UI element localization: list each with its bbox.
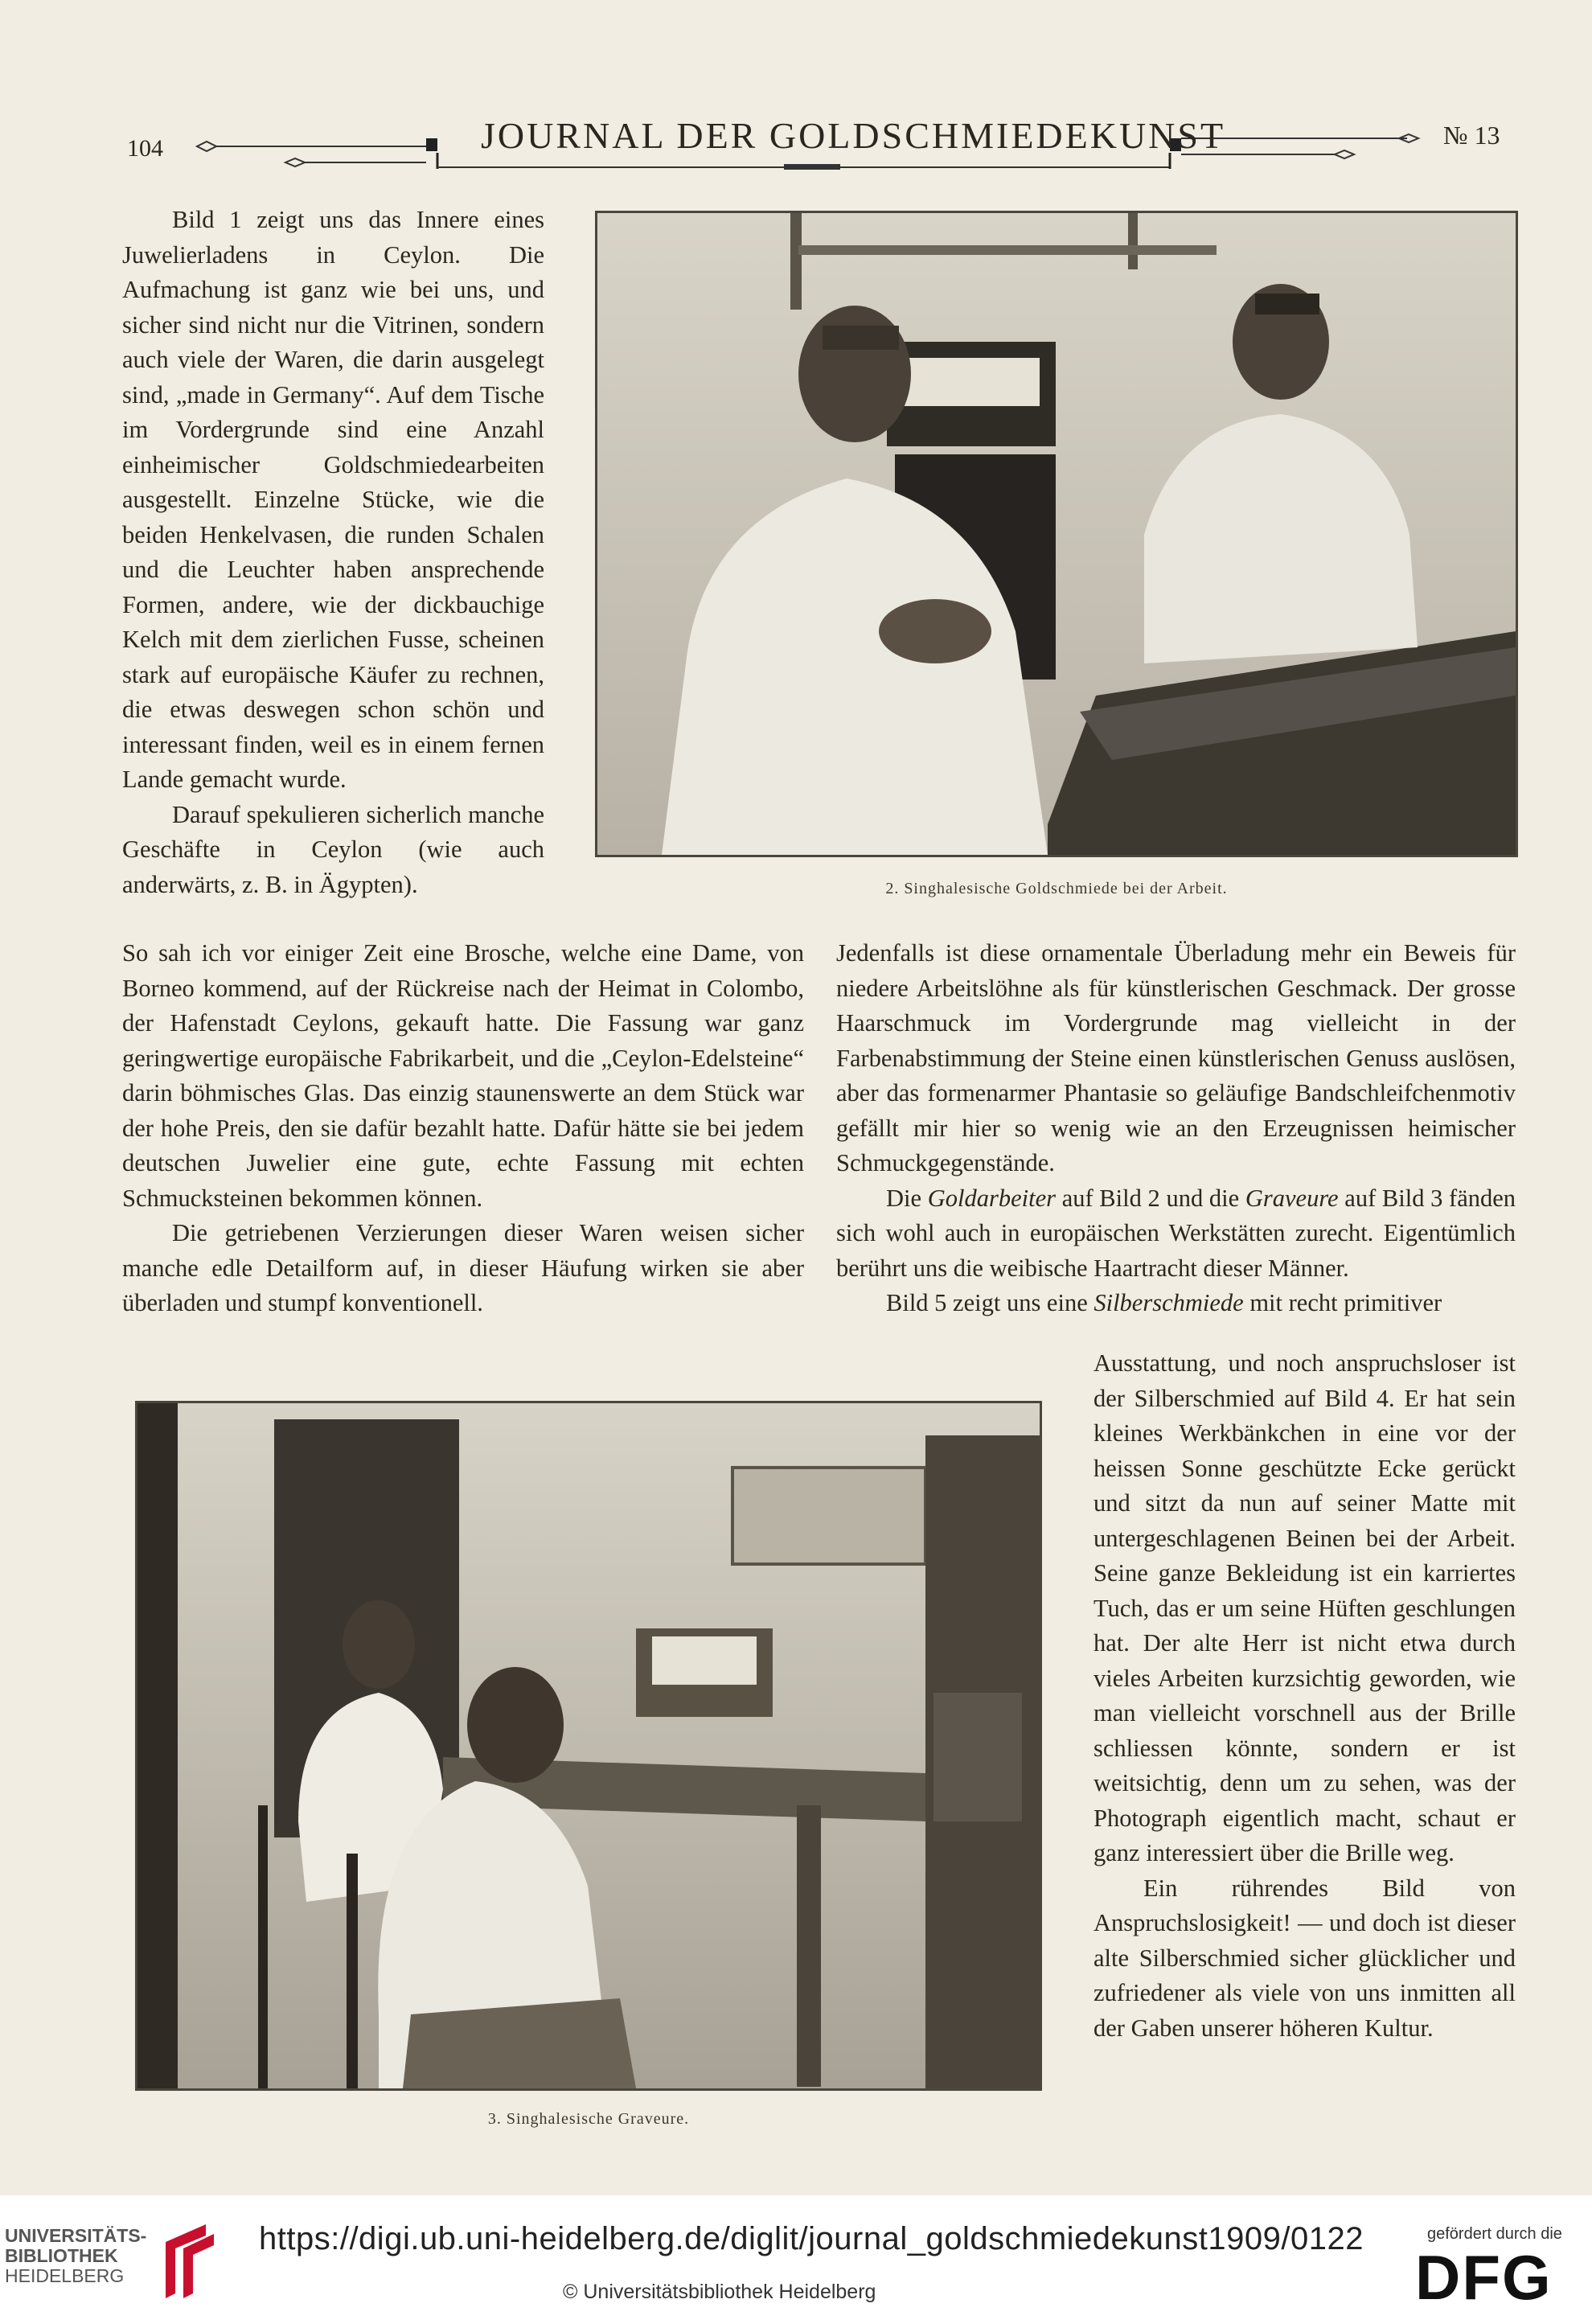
paragraph-5: Die Goldarbeiter auf Bild 2 und die Graveure auf Bild 3 fänden sich wohl auch in europäischen Werkstätten zurecht. Eigentümlich berührt uns die weibische Haartracht dieser Männer. — [836, 1184, 1516, 1282]
caption-photo-3: 3. Singhalesische Graveure. — [487, 2110, 690, 2128]
emphasis-silberschmiede: Silberschmiede — [1093, 1289, 1244, 1316]
paragraph-6-continued: Ausstattung, und noch anspruchsloser ist der Silberschmied auf Bild 4. Er hat sein kleines Werkbänkchen in eine vor der heissen Sonne geschützte Ecke gerückt und sitzt da nun auf seiner Matte mit untergeschlagenen Beinen bei der Arbeit. Seine ganze Bekleidung ist ein karriertes Tuch, das er um seine Hüften geschlungen hat. Der alte Herr ist nicht etwa durch vieles Arbeiten kurzsichtig geworden, wie man vielleicht vorschnell aus der Brille schliessen könnte, sondern er ist weitsichtig, denn um zu sehen, was der Photograph eigentlich macht, schaut er ganz interessiert über die Brille weg. — [1093, 1349, 1516, 1866]
paragraph-7: Ein rührendes Bild von Anspruchslosigkeit! — und doch ist dieser alte Silberschmied sicher glücklicher und zufriedener als viele von uns inmitten all der Gaben unserer höheren Kultur. — [1093, 1874, 1516, 2042]
library-logo-icon — [158, 2221, 222, 2301]
emphasis-goldarbeiter: Goldarbeiter — [927, 1184, 1056, 1212]
journal-title: JOURNAL DER GOLDSCHMIEDEKUNST — [481, 115, 1226, 156]
paragraph-3: Die getriebenen Verzierungen dieser Waren weisen sicher manche edle Detailform auf, in dieser Häufung wirken sie aber überladen und stumpf konventionell. — [122, 1219, 804, 1316]
paragraph-2a: Darauf spekulieren sicherlich manche Geschäfte in Ceylon (wie auch anderwärts, z. B. in Ägypten). — [122, 800, 544, 898]
caption-photo-2: 2. Singhalesische Goldschmiede bei der Arbeit. — [885, 880, 1228, 897]
library-logo-text: UNIVERSITÄTS- BIBLIOTHEK HEIDELBERG — [5, 2225, 147, 2286]
right-column-text — [836, 936, 1516, 1321]
left-column-text — [122, 203, 544, 902]
paragraph-6-start: Bild 5 zeigt uns eine Silberschmiede mit recht primitiver — [886, 1289, 1442, 1316]
issue-number: № 13 — [1443, 121, 1500, 150]
paragraph-1: Bild 1 zeigt uns das Innere eines Juwelierladens in Ceylon. Die Aufmachung ist ganz wie bei uns, und sicher sind nicht nur die Vitrinen, sondern auch viele der Waren, die darin ausgelegt sind, „made in Germany“. Auf dem Tische im Vordergrunde sind eine Anzahl einheimischer Goldschmiedearbeiten ausgestellt. Einzelne Stücke, wie die beiden Henkelvasen, die runden Schalen und die Leuchter haben ansprechende Formen, andere, wie der dickbauchige Kelch mit dem zierlichen Fusse, scheinen stark auf europäische Käufer zu rechnen, die etwas deswegen schon schön und interessant finden, weil es in einem fernen Lande gemacht wurde. — [122, 206, 544, 793]
footer-bar — [0, 2195, 1592, 2324]
right-lower-column-text — [1093, 1346, 1516, 2046]
dfg-logo: DFG — [1415, 2242, 1553, 2313]
left-column-body — [122, 936, 804, 1321]
copyright-notice: © Universitätsbibliothek Heidelberg — [563, 2281, 876, 2303]
emphasis-graveure: Graveure — [1245, 1184, 1339, 1212]
funder-label: gefördert durch die — [1427, 2225, 1562, 2243]
page-number: 104 — [127, 135, 163, 162]
permalink-url[interactable]: https://digi.ub.uni-heidelberg.de/diglit/journal_goldschmiedekunst1909/0122 — [259, 2221, 1364, 2256]
photo-engravers — [135, 1401, 1042, 2091]
photo-goldsmiths-at-work — [595, 211, 1518, 857]
paragraph-4: Jedenfalls ist diese ornamentale Überladung mehr ein Beweis für niedere Arbeitslöhne als für künstlerischen Geschmack. Der grosse Haarschmuck im Vordergrunde mag vielleicht in der Farbenabstimmung der Steine einen künstlerischen Genuss auslösen, aber das formenarmer Phantasie so geläufige Bandschleifchenmotiv gefällt mir hier so wenig wie an den Erzeugnissen heimischer Schmuckgegenstände. — [836, 939, 1516, 1176]
paragraph-2b: So sah ich vor einiger Zeit eine Brosche, welche eine Dame, von Borneo kommend, auf der Rückreise nach der Heimat in Colombo, der Hafenstadt Ceylons, gekauft hatte. Die Fassung war ganz geringwertige europäische Fabrikarbeit, und die „Ceylon-Edelsteine“ darin böhmisches Glas. Das einzig staunenswerte an dem Stück war der hohe Preis, den sie dafür bezahlt hatte. Dafür hätte sie bei jedem deutschen Juwelier eine gute, echte Fassung mit echten Schmucksteinen bekommen können. — [122, 939, 804, 1212]
